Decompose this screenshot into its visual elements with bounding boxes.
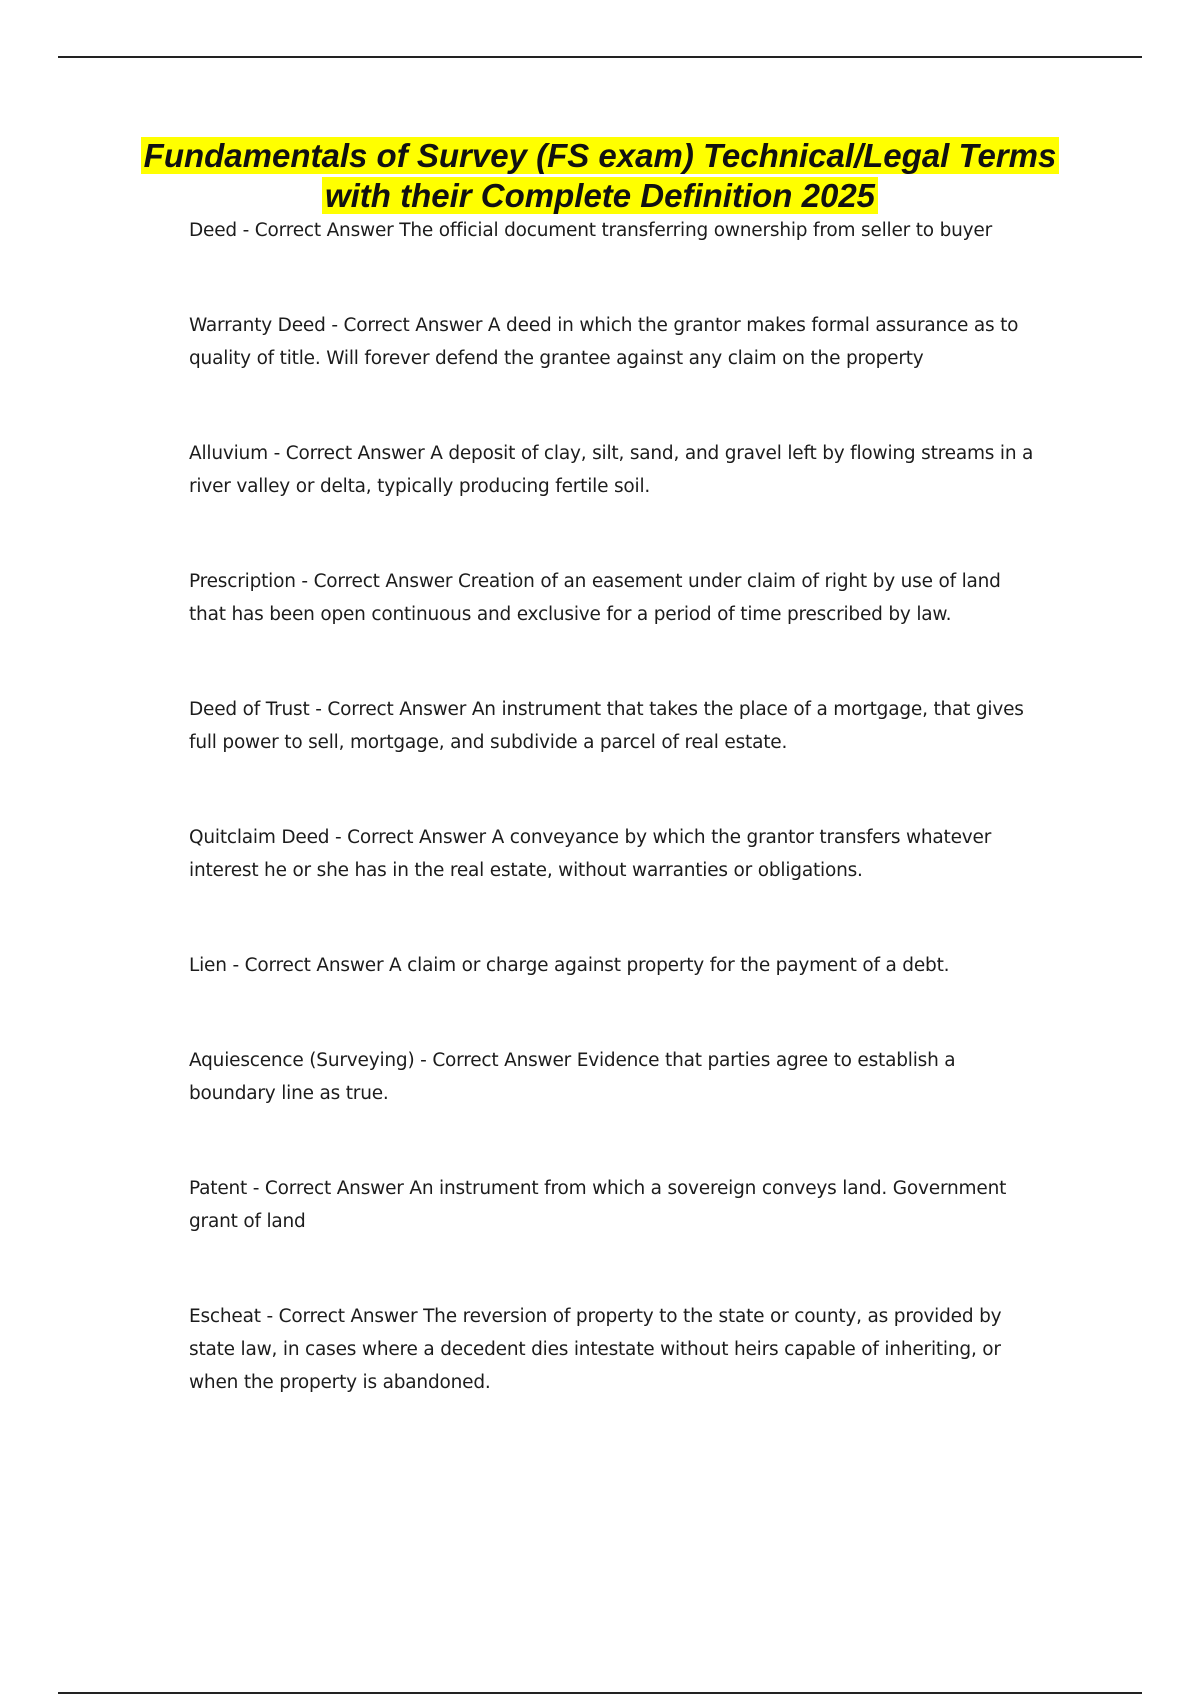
- answer-label: Correct Answer: [254, 220, 394, 241]
- definition: An instrument that takes the place of a mortgage, that gives full power to sell, mortgage, and subdivide a parcel of real estate.: [189, 699, 1024, 753]
- title-block: [120, 136, 1080, 216]
- answer-label: Correct Answer: [244, 955, 384, 976]
- bottom-rule: [58, 1692, 1142, 1694]
- definition: An instrument from which a sovereign conveys land. Government grant of land: [189, 1178, 1007, 1232]
- definition: The reversion of property to the state or county, as provided by state law, in cases where a decedent dies intestate without heirs capable of inheriting, or when the property is abandoned.: [189, 1306, 1002, 1393]
- definition: The official document transferring ownership from seller to buyer: [399, 220, 992, 241]
- definition-entry: Deed - Correct Answer The official document transferring ownership from seller to buyer: [189, 220, 992, 241]
- term: Deed: [189, 220, 237, 241]
- definition: Evidence that parties agree to establish a boundary line as true.: [189, 1050, 956, 1104]
- definition: A claim or charge against property for the payment of a debt.: [389, 955, 950, 976]
- definition-entry: Quitclaim Deed - Correct Answer A conveyance by which the grantor transfers whatever interest he or she has in the real estate, without warranties or obligations.: [189, 827, 992, 881]
- definition-list: [189, 214, 1039, 1461]
- document-title: Fundamentals of Survey (FS exam) Technical/Legal Terms with their Complete Definition 2025: [141, 137, 1060, 214]
- definition: Creation of an easement under claim of right by use of land that has been open continuous and exclusive for a period of time prescribed by law.: [189, 571, 1001, 625]
- answer-label: Correct Answer: [347, 827, 486, 848]
- term: Alluvium: [189, 443, 268, 464]
- definition-entry: Patent - Correct Answer An instrument from which a sovereign conveys land. Government grant of land: [189, 1178, 1007, 1232]
- answer-label: Correct Answer: [343, 315, 483, 336]
- term: Deed of Trust: [189, 699, 310, 720]
- definition-entry: Warranty Deed - Correct Answer A deed in which the grantor makes formal assurance as to quality of title. Will forever defend the grantee against any claim on the property: [189, 315, 1019, 369]
- definition: A conveyance by which the grantor transfers whatever interest he or she has in the real estate, without warranties or obligations.: [189, 827, 992, 881]
- term: Warranty Deed: [189, 315, 326, 336]
- definition: A deed in which the grantor makes formal assurance as to quality of title. Will forever defend the grantee against any claim on the property: [189, 315, 1019, 369]
- definition-entry: Escheat - Correct Answer The reversion of property to the state or county, as provided by state law, in cases where a decedent dies intestate without heirs capable of inheriting, or when the property is abandoned.: [189, 1306, 1002, 1393]
- definition-entry: Aquiescence (Surveying) - Correct Answer Evidence that parties agree to establish a boundary line as true.: [189, 1050, 956, 1104]
- definition-entry: Lien - Correct Answer A claim or charge against property for the payment of a debt.: [189, 955, 950, 976]
- answer-label: Correct Answer: [313, 571, 453, 592]
- term: Prescription: [189, 571, 296, 592]
- answer-label: Correct Answer: [285, 443, 425, 464]
- term: Quitclaim Deed: [189, 827, 330, 848]
- term: Aquiescence (Surveying): [189, 1050, 415, 1071]
- answer-label: Correct Answer: [278, 1306, 418, 1327]
- term: Lien: [189, 955, 227, 976]
- term: Patent: [189, 1178, 248, 1199]
- answer-label: Correct Answer: [327, 699, 467, 720]
- definition-entry: Prescription - Correct Answer Creation of an easement under claim of right by use of land that has been open continuous and exclusive for a period of time prescribed by law.: [189, 571, 1001, 625]
- definition-entry: Deed of Trust - Correct Answer An instrument that takes the place of a mortgage, that gives full power to sell, mortgage, and subdivide a parcel of real estate.: [189, 699, 1024, 753]
- definition-entry: Alluvium - Correct Answer A deposit of clay, silt, sand, and gravel left by flowing streams in a river valley or delta, typically producing fertile soil.: [189, 443, 1034, 497]
- term: Escheat: [189, 1306, 261, 1327]
- answer-label: Correct Answer: [432, 1050, 572, 1071]
- top-rule: [58, 56, 1142, 58]
- answer-label: Correct Answer: [264, 1178, 404, 1199]
- definition: A deposit of clay, silt, sand, and gravel left by flowing streams in a river valley or delta, typically producing fertile soil.: [189, 443, 1034, 497]
